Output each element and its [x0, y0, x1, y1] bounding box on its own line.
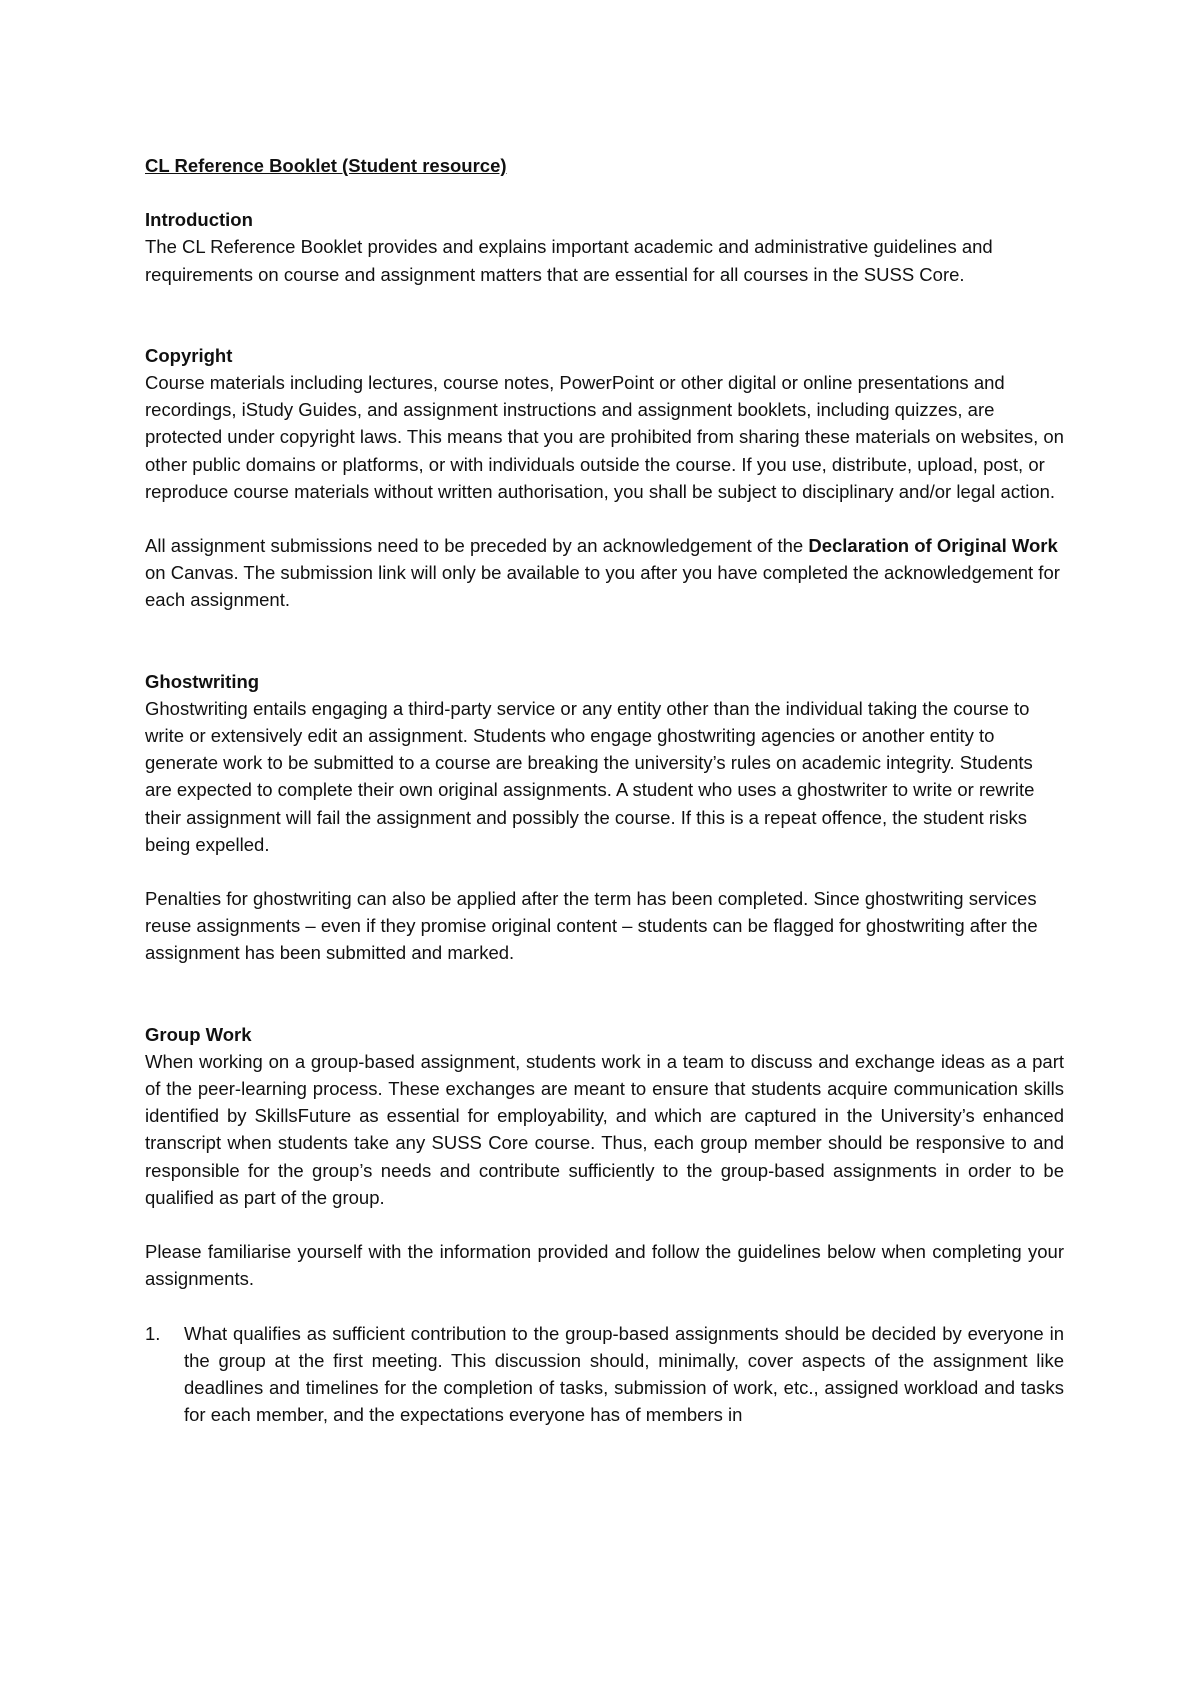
copyright-heading: Copyright [145, 344, 233, 366]
spacer [145, 1211, 1064, 1238]
declaration-paragraph [145, 532, 1064, 614]
guidelines-list [145, 1320, 1064, 1429]
spacer [145, 967, 1064, 1021]
group-work-body: When working on a group-based assignment, students work in a team to discuss and exchange ideas as a part of the peer-learning process. These exchanges are meant to ensure that students acquire communication skills identified by SkillsFuture as essential for employability, and which are captured in the University’s enhanced transcript when students take any SUSS Core course. Thus, each group member should be responsive to and responsible for the group’s needs and contribute sufficiently to the group-based assignments in order to be qualified as part of the group. [145, 1050, 1064, 1208]
spacer [145, 505, 1064, 532]
section-group-work [145, 1021, 1064, 1429]
declaration-text-start: All assignment submissions need to be preceded by an acknowledgement of the [145, 535, 809, 557]
spacer [145, 288, 1064, 342]
declaration-text-end: on Canvas. The submission link will only be available to you after you have completed the acknowledgement for each assignment. [145, 562, 1060, 611]
list-item-number: 1. [145, 1322, 161, 1344]
ghostwriting-penalties: Penalties for ghostwriting can also be applied after the term has been completed. Since ghostwriting services reuse assignments – even if they promise original content – students can be flagged for ghostwriting after the assignment has been submitted and marked. [145, 888, 1038, 964]
introduction-heading: Introduction [145, 209, 253, 231]
group-work-instructions: Please familiarise yourself with the information provided and follow the guidelines below when completing your assignments. [145, 1241, 1064, 1290]
introduction-body: The CL Reference Booklet provides and explains important academic and administrative guidelines and requirements on course and assignment matters that are essential for all courses in the SUSS Core. [145, 236, 993, 285]
ghostwriting-body: Ghostwriting entails engaging a third-party service or any entity other than the individual taking the course to write or extensively edit an assignment. Students who engage ghostwriting agencies or another entity to generate work to be submitted to a course are breaking the university’s rules on academic integrity. Students are expected to complete their own original assignments. A student who uses a ghostwriter to write or rewrite their assignment will fail the assignment and possibly the course. If this is a repeat offence, the student risks being expelled. [145, 697, 1035, 855]
ghostwriting-heading: Ghostwriting [145, 670, 260, 692]
declaration-of-original-work: Declaration of Original Work [808, 535, 1058, 557]
list-item-text: What qualifies as sufficient contribution to the group-based assignments should be decided by everyone in the group at the first meeting. This discussion should, minimally, cover aspects of the assignment like deadlines and timelines for the completion of tasks, submission of work, etc., assigned workload and tasks for each member, and the expectations everyone has of members in [184, 1322, 1064, 1426]
document-title: CL Reference Booklet (Student resource) [145, 155, 507, 176]
spacer [145, 614, 1064, 668]
spacer [145, 1293, 1064, 1320]
spacer [145, 858, 1064, 885]
list-item [145, 1320, 1064, 1429]
section-ghostwriting [145, 668, 1064, 967]
group-work-heading: Group Work [145, 1023, 252, 1045]
section-introduction [145, 206, 1064, 288]
copyright-body: Course materials including lectures, course notes, PowerPoint or other digital or online presentations and recordings, iStudy Guides, and assignment instructions and assignment booklets, including quizzes, are protected under copyright laws. This means that you are prohibited from sharing these materials on websites, on other public domains or platforms, or with individuals outside the course. If you use, distribute, upload, post, or reproduce course materials without written authorisation, you shall be subject to disciplinary and/or legal action. [145, 372, 1064, 502]
section-copyright [145, 342, 1064, 614]
